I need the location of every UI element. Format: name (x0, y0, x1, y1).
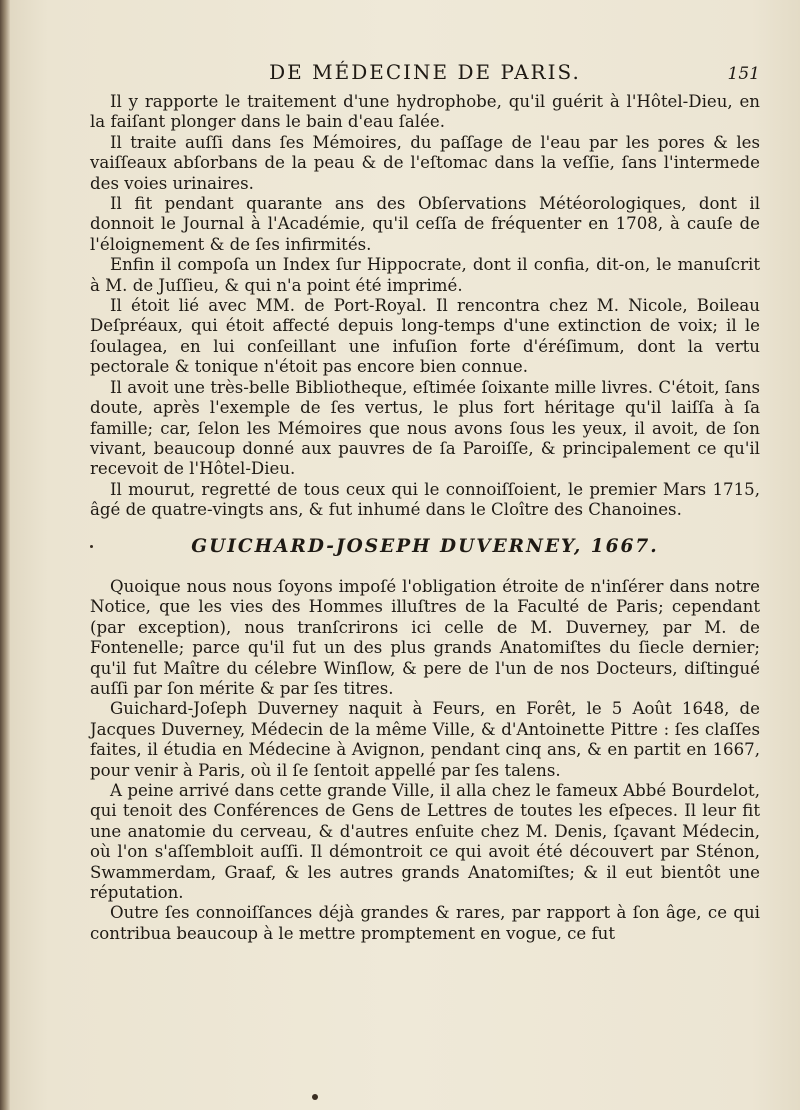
paragraph: Il traite auſſi dans ſes Mémoires, du paſſage de l'eau par les pores & les vaiſſeaux abſorbans de la peau & de l'eſtomac dans la veſſie, ſans l'intermede des voies urinaires. (90, 132, 760, 193)
paragraph: Outre ſes connoiſſances déjà grandes & rares, par rapport à ſon âge, ce qui contribua beaucoup à le mettre promptement en vogue, ce fut (90, 903, 760, 943)
paragraph: Guichard-Joſeph Duverney naquit à Feurs, en Forêt, le 5 Août 1648, de Jacques Duverney, Médecin de la même Ville, & d'Antoinette Pittre : ſes claſſes faites, il étudia en Médecine à Avignon, pendant cinq ans, & en partit en 1667, pour venir à Paris, où il ſe ſentoit appellé par ſes talens. (90, 699, 760, 780)
body-text (90, 92, 760, 944)
paragraph: Il mourut, regretté de tous ceux qui le connoiſſoient, le premier Mars 1715, âgé de quatre-vingts ans, & fut inhumé dans le Cloître des Chanoines. (90, 479, 760, 520)
paragraph: Quoique nous nous ſoyons impoſé l'obligation étroite de n'inſérer dans notre Notice, que les vies des Hommes illuſtres de la Faculté de Paris; cependant (par exception), nous tranſcrirons ici celle de M. Duverney, par M. de Fontenelle; parce qu'il fut un des plus grands Anatomiſtes du ſiecle dernier; qu'il fut Maître du célebre Winſlow, & pere de l'un de nos Docteurs, diſtingué auſſi par ſon mérite & par ſes titres. (90, 576, 760, 698)
section-heading: GUICHARD-JOSEPH DUVERNEY, 1667. (191, 535, 659, 557)
paragraph: Il avoit une très-belle Bibliotheque, eſtimée ſoixante mille livres. C'étoit, ſans doute, après l'exemple de ſes vertus, le plus fort héritage qu'il laiſſa à ſa famille; car, ſelon les Mémoires que nous avons ſous les yeux, il avoit, de ſon vivant, beaucoup donné aux pauvres de ſa Paroiſſe, & principalement ce qu'il recevoit de l'Hôtel-Dieu. (90, 377, 760, 479)
paragraph: Il fit pendant quarante ans des Obſervations Météorologiques, dont il donnoit le Journal à l'Académie, qu'il ceſſa de fréquenter en 1708, à cauſe de l'éloignement & de ſes infirmités. (90, 194, 760, 254)
paragraph: A peine arrivé dans cette grande Ville, il alla chez le fameux Abbé Bourdelot, qui tenoit des Conférences de Gens de Lettres de toutes les eſpeces. Il leur fit une anatomie du cerveau, & d'autres enſuite chez M. Denis, ſçavant Médecin, où l'on s'aſſembloit auſſi. Il démontroit ce qui avoit été découvert par Sténon, Swammerdam, Graaf, & les autres grands Anatomiſtes; & il eut bientôt une réputation. (90, 781, 760, 903)
page-header (90, 60, 760, 90)
paragraph: Enfin il compoſa un Index ſur Hippocrate, dont il confia, dit-on, le manuſcrit à M. de Juſſieu, & qui n'a point été imprimé. (90, 255, 760, 295)
paragraph: Il étoit lié avec MM. de Port-Royal. Il rencontra chez M. Nicole, Boileau Deſpréaux, qui étoit affecté depuis long-temps d'une extinction de voix; il le ſoulagea, en lui conſeillant une infuſion forte d'éréſimum, dont la vertu pectorale & tonique n'étoit pas encore bien connue. (90, 296, 760, 377)
page-number: 151 (727, 64, 760, 84)
page-gutter-shadow (0, 0, 10, 1110)
ink-speck (312, 1094, 318, 1100)
running-title: DE MÉDECINE DE PARIS. (269, 60, 581, 84)
ink-speck (90, 545, 93, 548)
paragraph: Il y rapporte le traitement d'une hydrophobe, qu'il guérit à l'Hôtel-Dieu, en la faiſant plonger dans le bain d'eau ſalée. (90, 92, 760, 132)
